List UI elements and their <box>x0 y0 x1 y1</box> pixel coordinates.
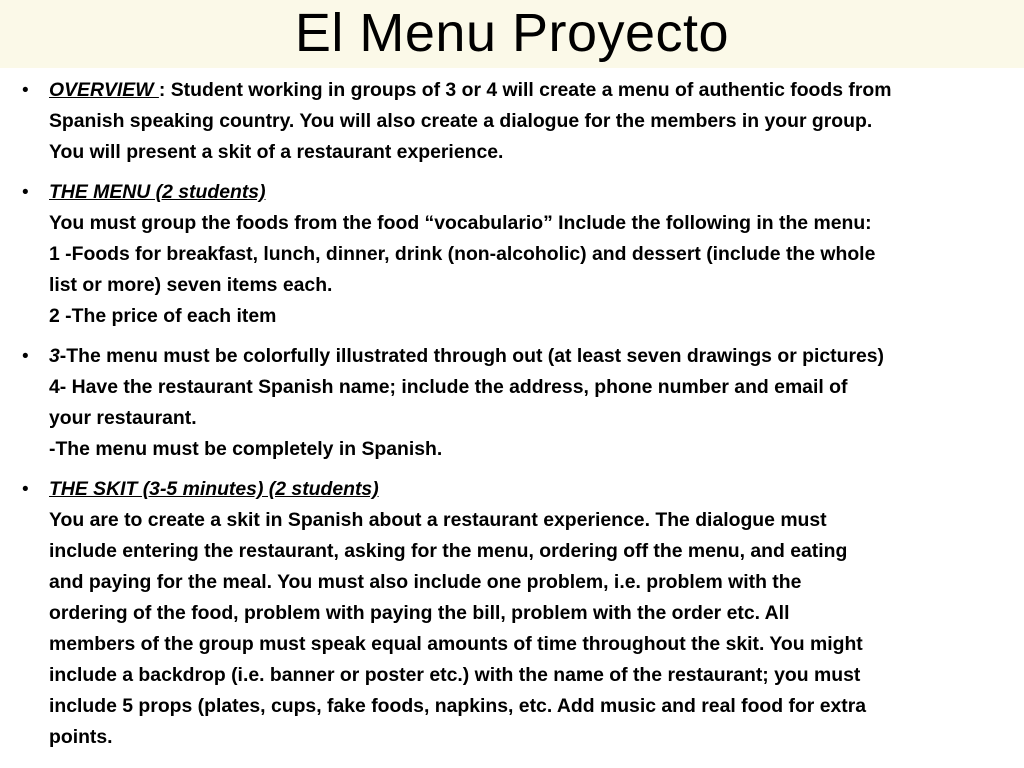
the-skit-line: points. <box>49 726 113 748</box>
the-skit-line: include 5 props (plates, cups, fake foods, napkins, etc. Add music and real food for extra <box>49 695 867 717</box>
the-skit-line: You are to create a skit in Spanish about a restaurant experience. The dialogue must <box>49 509 827 531</box>
the-menu-line: You must group the foods from the food “vocabulario” Include the following in the menu: <box>49 212 872 234</box>
menu-requirements-line: -The menu must be completely in Spanish. <box>49 438 443 460</box>
the-skit-line: ordering of the food, problem with paying the bill, problem with the order etc. All <box>49 602 790 624</box>
bullet-menu-requirements <box>0 341 1024 465</box>
menu-requirements-number: 3 <box>49 345 60 367</box>
the-menu-line: 2 -The price of each item <box>49 305 277 327</box>
the-menu-line: list or more) seven items each. <box>49 274 333 296</box>
menu-requirements-line: your restaurant. <box>49 407 197 429</box>
the-skit-line: include entering the restaurant, asking for the menu, ordering off the menu, and eating <box>49 540 848 562</box>
the-skit-heading: THE SKIT (3-5 minutes) (2 students) <box>49 478 379 500</box>
bullet-the-menu <box>0 177 1024 332</box>
bullet-icon: • <box>22 182 29 203</box>
the-skit-line: members of the group must speak equal amounts of time throughout the skit. You might <box>49 633 863 655</box>
the-skit-line: include a backdrop (i.e. banner or poster etc.) with the name of the restaurant; you must <box>49 664 861 686</box>
menu-requirements-line: 4- Have the restaurant Spanish name; include the address, phone number and email of <box>49 376 848 398</box>
bullet-overview <box>0 75 1024 168</box>
slide-title: El Menu Proyecto <box>294 3 730 63</box>
overview-heading: OVERVIEW <box>49 79 159 101</box>
menu-requirements-first-line <box>49 341 1016 372</box>
bullet-icon: • <box>22 479 29 500</box>
overview-heading-rest: : Student working in groups of 3 or 4 will create a menu of authentic foods from <box>158 79 892 101</box>
menu-requirements-first-line-rest: -The menu must be colorfully illustrated through out (at least seven drawings or pictures) <box>59 345 885 367</box>
bullet-icon: • <box>22 80 29 101</box>
bullet-icon: • <box>22 346 29 367</box>
overview-line: You will present a skit of a restaurant experience. <box>49 141 504 163</box>
the-menu-line: 1 -Foods for breakfast, lunch, dinner, drink (non-alcoholic) and dessert (include the whole <box>49 243 876 265</box>
the-menu-heading: THE MENU (2 students) <box>49 181 266 203</box>
bullet-list <box>0 75 1024 762</box>
the-skit-line: and paying for the meal. You must also include one problem, i.e. problem with the <box>49 571 802 593</box>
bullet-the-skit <box>0 474 1024 753</box>
overview-first-line <box>49 75 1016 106</box>
overview-line: Spanish speaking country. You will also create a dialogue for the members in your group. <box>49 110 873 132</box>
